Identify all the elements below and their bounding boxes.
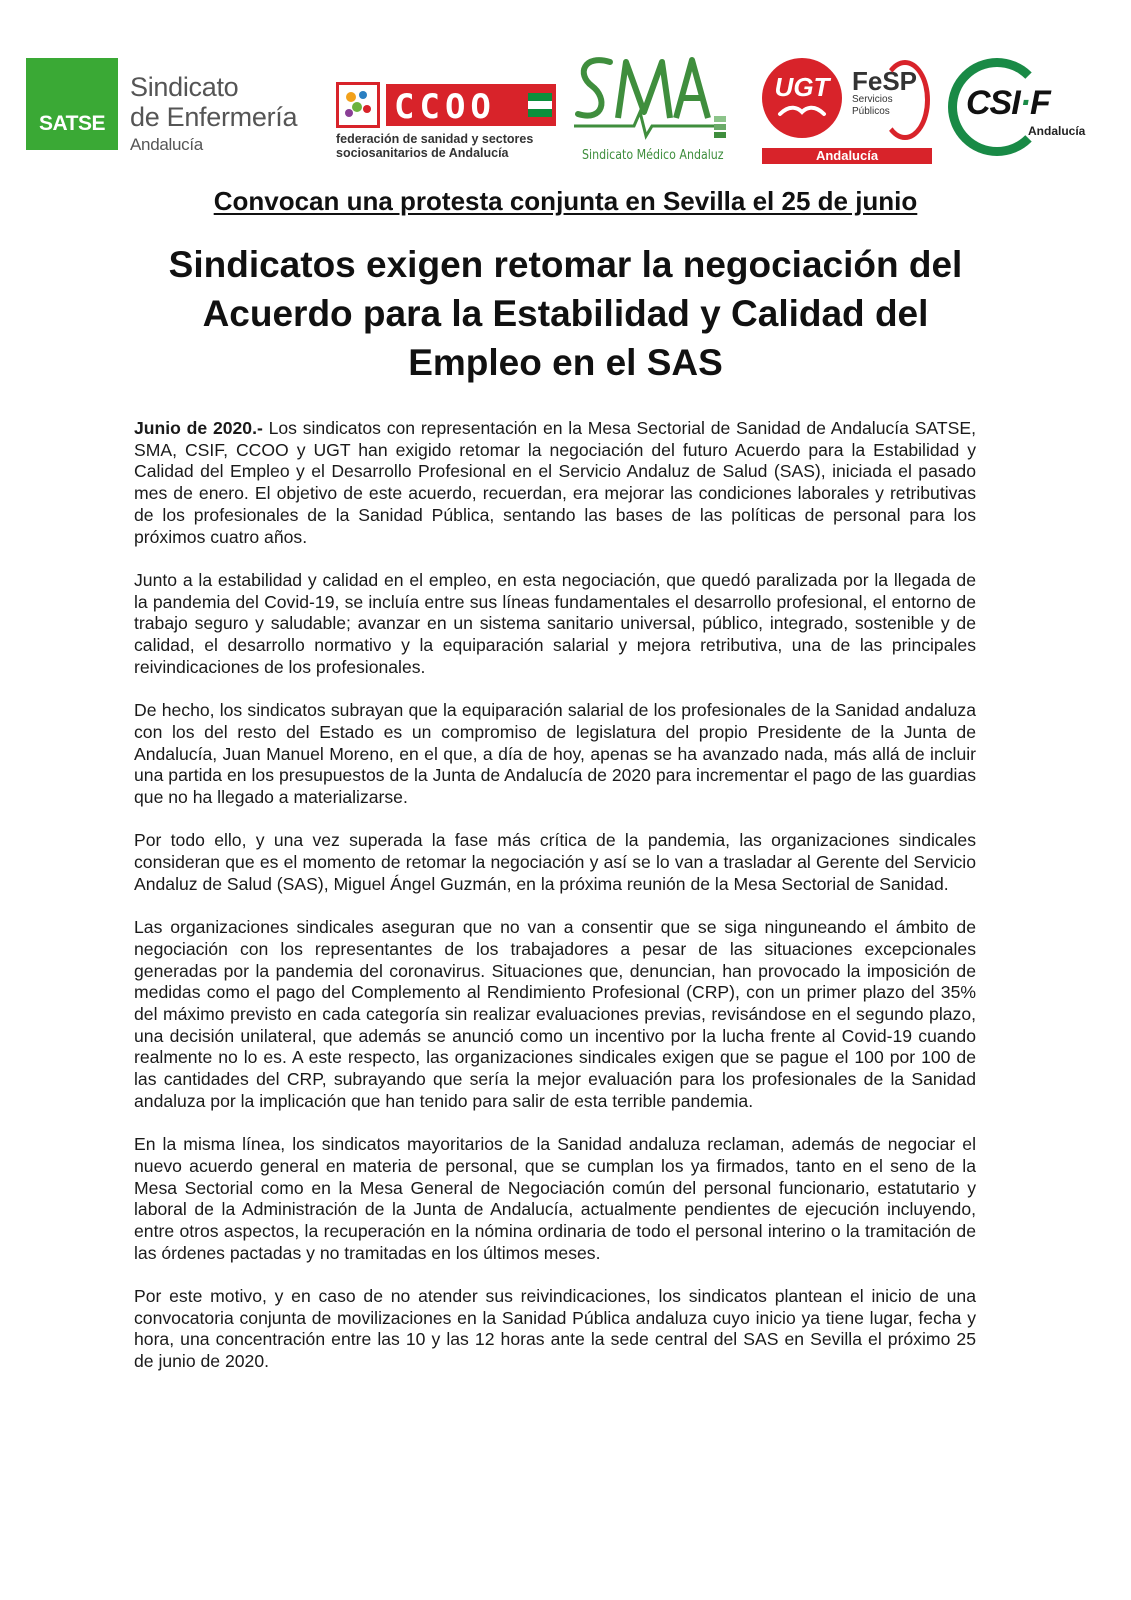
dateline: Junio de 2020.- bbox=[134, 418, 263, 438]
paragraph-6: En la misma línea, los sindicatos mayoritarios de la Sanidad andaluza reclaman, además de negociar el nuevo acuerdo general en materia de personal, que se cumplan los ya firmados, tanto en el seno de la Mesa Sectorial como en la Mesa General de Negociación común del personal funcionario, estatutario y laboral de la Administración de la Junta de Andalucía, actualmente pendientes de ejecución incluyendo, entre otros aspectos, la recuperación en la nómina ordinaria de todo el personal interino o la tramitación de las órdenes pactadas y no tramitadas en los últimos meses. bbox=[134, 1134, 976, 1263]
ccoo-subtitle bbox=[336, 132, 533, 160]
kicker-heading: Convocan una protesta conjunta en Sevilla el 25 de junio bbox=[213, 186, 918, 216]
paragraph-1 bbox=[134, 418, 976, 548]
csif-subtitle: Andalucía bbox=[1028, 124, 1086, 138]
page-title-line2: Acuerdo para la Estabilidad y Calidad del bbox=[202, 293, 929, 334]
satse-logo-box bbox=[26, 58, 118, 150]
satse-logo-line2: de Enfermería bbox=[130, 102, 298, 132]
page-title-line1: Sindicatos exigen retomar la negociación del bbox=[168, 244, 963, 285]
ugt-fesp-line2: Públicos bbox=[852, 106, 890, 117]
ugt-arc-icon bbox=[880, 60, 930, 140]
ugt-logo bbox=[762, 58, 932, 164]
sma-logo bbox=[574, 52, 742, 164]
handshake-icon bbox=[762, 58, 842, 138]
page-title bbox=[100, 240, 1031, 387]
paragraph-4: Por todo ello, y una vez superada la fase más crítica de la pandemia, las organizaciones sindicales consideran que es el momento de retomar la negociación y así se lo van a trasladar al Gerente del Servicio Andaluz de Salud (SAS), Miguel Ángel Guzmán, en la próxima reunión de la Mesa Sectorial de Sanidad. bbox=[134, 830, 976, 894]
ccoo-emblem-icon bbox=[336, 82, 380, 128]
satse-logo bbox=[26, 58, 306, 154]
satse-logo-box-label: SATSE bbox=[39, 112, 105, 135]
ccoo-subtitle-line2: sociosanitarios de Andalucía bbox=[336, 146, 509, 160]
ccoo-logo bbox=[336, 82, 556, 162]
ccoo-wordmark: CCOO bbox=[394, 87, 496, 127]
csif-wordmark-dot: · bbox=[1019, 84, 1031, 122]
paragraph-1-text: Los sindicatos con representación en la Mesa Sectorial de Sanidad de Andalucía SATSE, SMA, CSIF, CCOO y UGT han exigido retomar la negociación del futuro Acuerdo para la Estabilidad y Calidad del Empleo y el Desarrollo Profesional en el Servicio Andaluz de Salud (SAS), iniciada el pasado mes de enero. El objetivo de este acuerdo, recuerdan, era mejorar las condiciones laborales y retributivas de los profesionales de la Sanidad Pública, sentando las bases de las políticas de personal para los próximos cuatro años. bbox=[134, 418, 976, 547]
csif-wordmark-a: CSI bbox=[966, 84, 1020, 122]
article-body bbox=[134, 418, 976, 1395]
csif-wordmark-b: F bbox=[1030, 84, 1050, 122]
ugt-band-label: Andalucía bbox=[762, 148, 932, 164]
paragraph-7: Por este motivo, y en caso de no atender sus reivindicaciones, los sindicatos plantean el inicio de una convocatoria conjunta de movilizaciones en la Sanidad Pública andaluza cuyo inicio ya tiene lugar, fecha y hora, una concentración entre las 10 y las 12 horas ante la sede central del SAS en Sevilla el próximo 25 de junio de 2020. bbox=[134, 1286, 976, 1372]
satse-logo-line1: Sindicato bbox=[130, 72, 239, 102]
sma-wordmark-icon bbox=[574, 52, 734, 144]
csif-wordmark bbox=[966, 84, 1050, 123]
ccoo-subtitle-line1: federación de sanidad y sectores bbox=[336, 132, 534, 146]
paragraph-5: Las organizaciones sindicales aseguran que no van a consentir que se siga ninguneando el ámbito de negociación con los representantes de los trabajadores a pesar de las situaciones excepcionales generadas por la pandemia del coronavirus. Situaciones que, denuncian, han provocado la imposición de medidas como el pago del Complemento al Rendimiento Profesional (CRP), con un primer plazo del 35% del máximo previsto en cada categoría sin realizar evaluaciones previas, revisándose en el segundo plazo, una decisión unilateral, que además se anunció como un incentivo por la lucha frente al Covid-19 cuando realmente no lo es. A este respecto, las organizaciones sindicales exigen que se pague el 100 por 100 de las cantidades del CRP, subrayando que sería la mejor evaluación para los profesionales de la Sanidad andaluza por la implicación que han tenido para salir de esta terrible pandemia. bbox=[134, 917, 976, 1111]
ugt-fesp-line1: Servicios bbox=[852, 94, 893, 105]
ugt-wordmark: UGT bbox=[774, 72, 830, 102]
page-title-line3: Empleo en el SAS bbox=[408, 342, 723, 383]
sma-subtitle: Sindicato Médico Andaluz bbox=[582, 148, 724, 163]
ugt-fesp-wordmark: FeSP bbox=[852, 66, 918, 96]
satse-logo-text bbox=[130, 72, 297, 158]
ugt-emblem bbox=[762, 58, 842, 138]
andalusia-flag-icon bbox=[528, 93, 552, 117]
satse-logo-line3: Andalucía bbox=[130, 135, 203, 154]
union-logos-header bbox=[0, 0, 1131, 175]
paragraph-3: De hecho, los sindicatos subrayan que la equiparación salarial de los profesionales de la Sanidad andaluza con los del resto del Estado es un compromiso de legislatura del propio Presidente de la Junta de Andalucía, Juan Manuel Moreno, en el que, a día de hoy, apenas se ha avanzado nada, más allá de incluir una partida en los presupuestos de la Junta de Andalucía de 2020 para incrementar el pago de las guardias que no ha llegado a materializarse. bbox=[134, 700, 976, 807]
csif-logo bbox=[948, 58, 1098, 158]
ccoo-wordmark-bar bbox=[386, 84, 556, 126]
paragraph-2: Junto a la estabilidad y calidad en el empleo, en esta negociación, que quedó paralizada por la llegada de la pandemia del Covid-19, se incluía entre sus líneas fundamentales el desarrollo profesional, el entorno de trabajo seguro y saludable; avanzar en un sistema sanitario universal, público, integrado, sostenible y de calidad, el desarrollo normativo y la equiparación salarial y mejora retributiva, una de las principales reivindicaciones de los profesionales. bbox=[134, 569, 976, 677]
